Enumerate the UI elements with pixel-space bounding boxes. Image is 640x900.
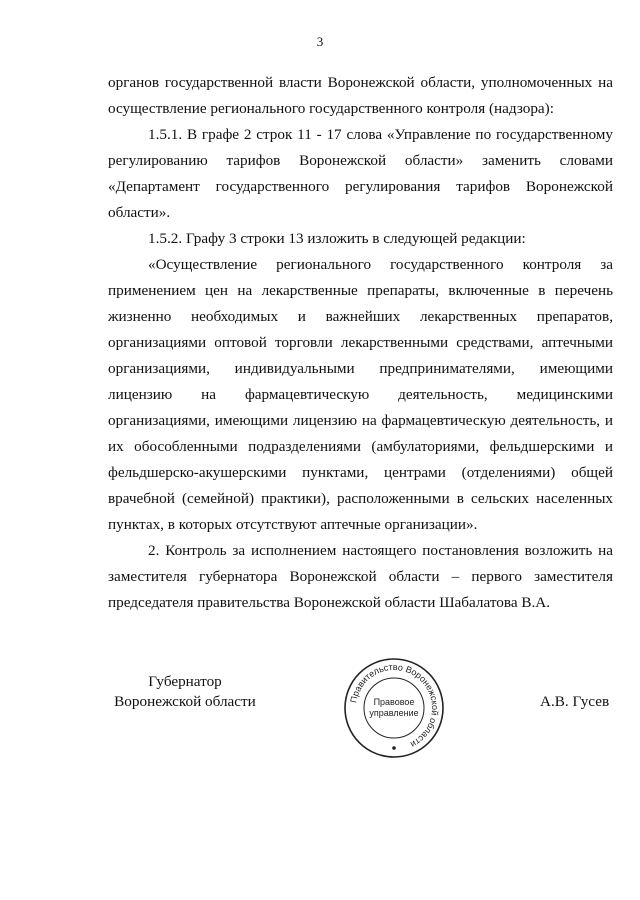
stamp-star-dot (392, 746, 396, 750)
signature-title-line2: Воронежской области (114, 693, 256, 710)
stamp-center-line2: управление (369, 708, 419, 718)
paragraph-intro: органов государственной власти Воронежской области, уполномоченных на осуществление регионального государственного контроля (надзора): (108, 74, 613, 117)
signature-title-line1: Губернатор (148, 673, 222, 690)
signature-title (110, 672, 260, 712)
stamp-center-line1: Правовое (373, 697, 415, 707)
signature-name: А.В. Гусев (540, 693, 610, 710)
paragraph-2: 2. Контроль за исполнением настоящего постановления возложить на заместителя губернатора Воронежской области – первого заместителя председателя правительства Воронежской области Шабалатова В.А. (108, 542, 613, 611)
page-number: 3 (316, 34, 324, 49)
paragraph-1-5-1: 1.5.1. В графе 2 строк 11 - 17 слова «Управление по государственному регулированию тарифов Воронежской области» заменить словами «Департамент государственного регулирования тарифов Воронежской области». (108, 126, 613, 221)
paragraph-quote: «Осуществление регионального государственного контроля за применением цен на лекарственные препараты, включенные в перечень жизненно необходимых и важнейших лекарственных препаратов, организациями оптовой торговли лекарственными средствами, аптечными организациями, индивидуальными предпринимателями, имеющими лицензию на фармацевтическую деятельность, медицинскими организациями, имеющими лицензию на фармацевтическую деятельность, и их обособленными подразделениями (амбулаториями, фельдшерскими и фельдшерско-акушерскими пунктами, центрами (отделениями) общей врачебной (семейной) практики), расположенными в сельских населенных пунктах, в которых отсутствуют аптечные организации». (108, 256, 613, 533)
stamp-ring-text: Правительство Воронежской области (348, 661, 441, 750)
paragraph-1-5-2: 1.5.2. Графу 3 строки 13 изложить в следующей редакции: (148, 230, 526, 247)
official-stamp (342, 656, 446, 760)
